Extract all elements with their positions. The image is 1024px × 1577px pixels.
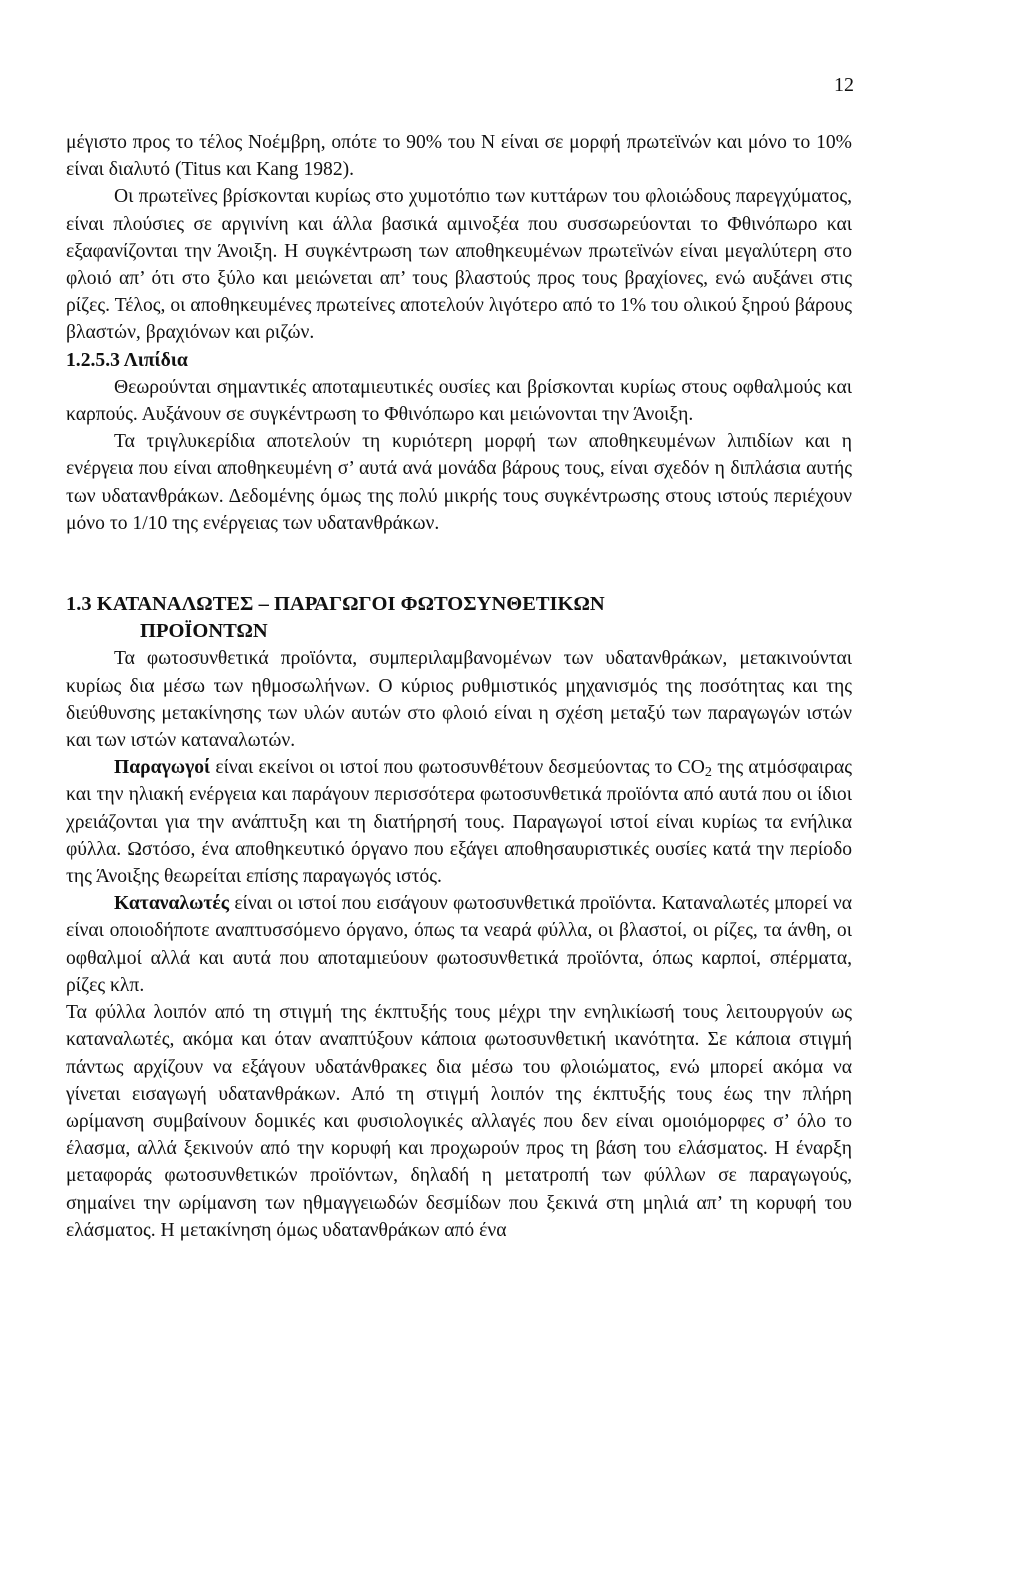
producers-text-a: είναι εκείνοι οι ιστοί που φωτοσυνθέτουν δεσμεύοντας το CO — [210, 757, 705, 779]
co2-subscript: 2 — [704, 764, 712, 781]
consumers-text: είναι οι ιστοί που εισάγουν φωτοσυνθετικά προϊόντα. Καταναλωτές μπορεί να είναι οποιοδήποτε αναπτυσσόμενο όργανο, όπως τα νεαρά φύλλα, οι βλαστοί, οι ρίζες, τα άνθη, οι οφθαλμοί αλλά και αυτά που αποταμιεύουν φωτοσυνθετικά προϊόντα, όπως καρποί, σπέρματα, ρίζες κλπ. — [66, 893, 852, 996]
document-body — [66, 129, 852, 1244]
paragraph-lipids: Θεωρούνται σημαντικές αποταμιευτικές ουσίες και βρίσκονται κυρίως στους οφθαλμούς και καρπούς. Αυξάνουν σε συγκέντρωση το Φθινόπωρο και μειώνονται την Άνοιξη. — [66, 376, 852, 426]
paragraph-1: μέγιστο προς το τέλος Νοέμβρη, οπότε το 90% του Ν είναι σε μορφή πρωτεϊνών και μόνο το 10% είναι διαλυτό (Titus και Kang 1982). — [66, 132, 852, 181]
term-consumers: Καταναλωτές — [114, 893, 230, 915]
section-heading-line-1: 1.3 ΚΑΤΑΝΑΛΩΤΕΣ – ΠΑΡΑΓΩΓΟΙ ΦΩΤΟΣΥΝΘΕΤΙΚΩΝ — [66, 593, 605, 616]
paragraph-proteins: Οι πρωτεϊνες βρίσκονται κυρίως στο χυμοτόπιο των κυττάρων του φλοιώδους παρεγχύματος, είναι πλούσιες σε αργινίνη και άλλα βασικά αμινοξέα που συσσωρεύονται το Φθινόπωρο και εξαφανίζονται την Άνοιξη. Η συγκέντρωση των αποθηκευμένων πρωτεϊνών είναι μεγαλύτερη στο φλοιό απ’ ότι στο ξύλο και μειώνεται απ’ τους βλαστούς προς τους βραχίονες, ενώ αυξάνει στις ρίζες. Τέλος, οι αποθηκευμένες πρωτείνες αποτελούν λιγότερο από το 1% του ολικού ξηρού βάρους βλαστών, βραχιόνων και ριζών. — [66, 186, 852, 344]
section-heading — [66, 591, 852, 645]
term-producers: Παραγωγοί — [114, 757, 211, 779]
paragraph-triglycerides: Τα τριγλυκερίδια αποτελούν τη κυριότερη μορφή των αποθηκευμένων λιπιδίων και η ενέργεια που είναι αποθηκευμένη σ’ αυτά ανά μονάδα βάρους τους, είναι σχεδόν η διπλάσια αυτής των υδατανθράκων. Δεδομένης όμως της πολύ μικρής τους συγκέντρωσης στους ιστούς περιέχουν μόνο το 1/10 της ενέργειας των υδατανθράκων. — [66, 431, 852, 534]
page-number: 12 — [834, 74, 854, 96]
paragraph-consumers — [66, 890, 852, 999]
section-heading-line-2: ΠΡΟΪΟΝΤΩΝ — [140, 620, 268, 643]
producers-text-b: της ατμόσφαιρας και την ηλιακή ενέργεια και παράγουν περισσότερα φωτοσυνθετικά προϊόντα από αυτά που οι ίδιοι χρειάζονται για την ανάπτυξη και τη διατήρησή τους. Παραγωγοί ιστοί είναι κυρίως τα ενήλικα φύλλα. Ωστόσο, ένα αποθηκευτικό όργανο που εξάγει αποθησαυριστικές ουσίες κατά την περίοδο της Άνοιξης θεωρείται επίσης παραγωγός ιστός. — [66, 757, 852, 888]
paragraph-producers — [66, 754, 852, 890]
subsection-heading-lipids: 1.2.5.3 Λιπίδια — [66, 349, 188, 371]
paragraph-leaves: Τα φύλλα λοιπόν από τη στιγμή της έκπτυξής τους μέχρι την ενηλικίωσή τους λειτουργούν ως καταναλωτές, ακόμα και όταν αναπτύξουν κάποια φωτοσυνθετική ικανότητα. Σε κάποια στιγμή πάντως αρχίζουν να εξάγουν υδατάνθρακες δια μέσω του φλοιώματος, ενώ μπορεί ακόμα να γίνεται εισαγωγή υδατανθράκων. Από τη στιγμή λοιπόν της έκπτυξής τους έως την πλήρη ωρίμανση συμβαίνουν δομικές και φυσιολογικές αλλαγές που δεν είναι ομοιόμορφες σ’ όλο το έλασμα, αλλά ξεκινούν από την κορυφή και προχωρούν προς τη βάση του ελάσματος. Η έναρξη μεταφοράς φωτοσυνθετικών προϊόντων, δηλαδή η μετατροπή των φύλλων σε παραγωγούς, σημαίνει την ωρίμανση των ηθμαγγειωδών δεσμίδων που ξεκινά στη μηλιά απ’ τη κορυφή του ελάσματος. Η μετακίνηση όμως υδατανθράκων από ένα — [66, 1002, 852, 1241]
section-spacer — [66, 537, 852, 591]
paragraph-photosynthetic-products: Τα φωτοσυνθετικά προϊόντα, συμπεριλαμβανομένων των υδατανθράκων, μετακινούνται κυρίως δια μέσω των ηθμοσωλήνων. Ο κύριος ρυθμιστικός μηχανισμός της ποσότητας και της διεύθυνσης μετακίνησης των υλών αυτών στο φλοιό είναι η σχέση μεταξύ των παραγωγών ιστών και των ιστών καταναλωτών. — [66, 648, 852, 752]
